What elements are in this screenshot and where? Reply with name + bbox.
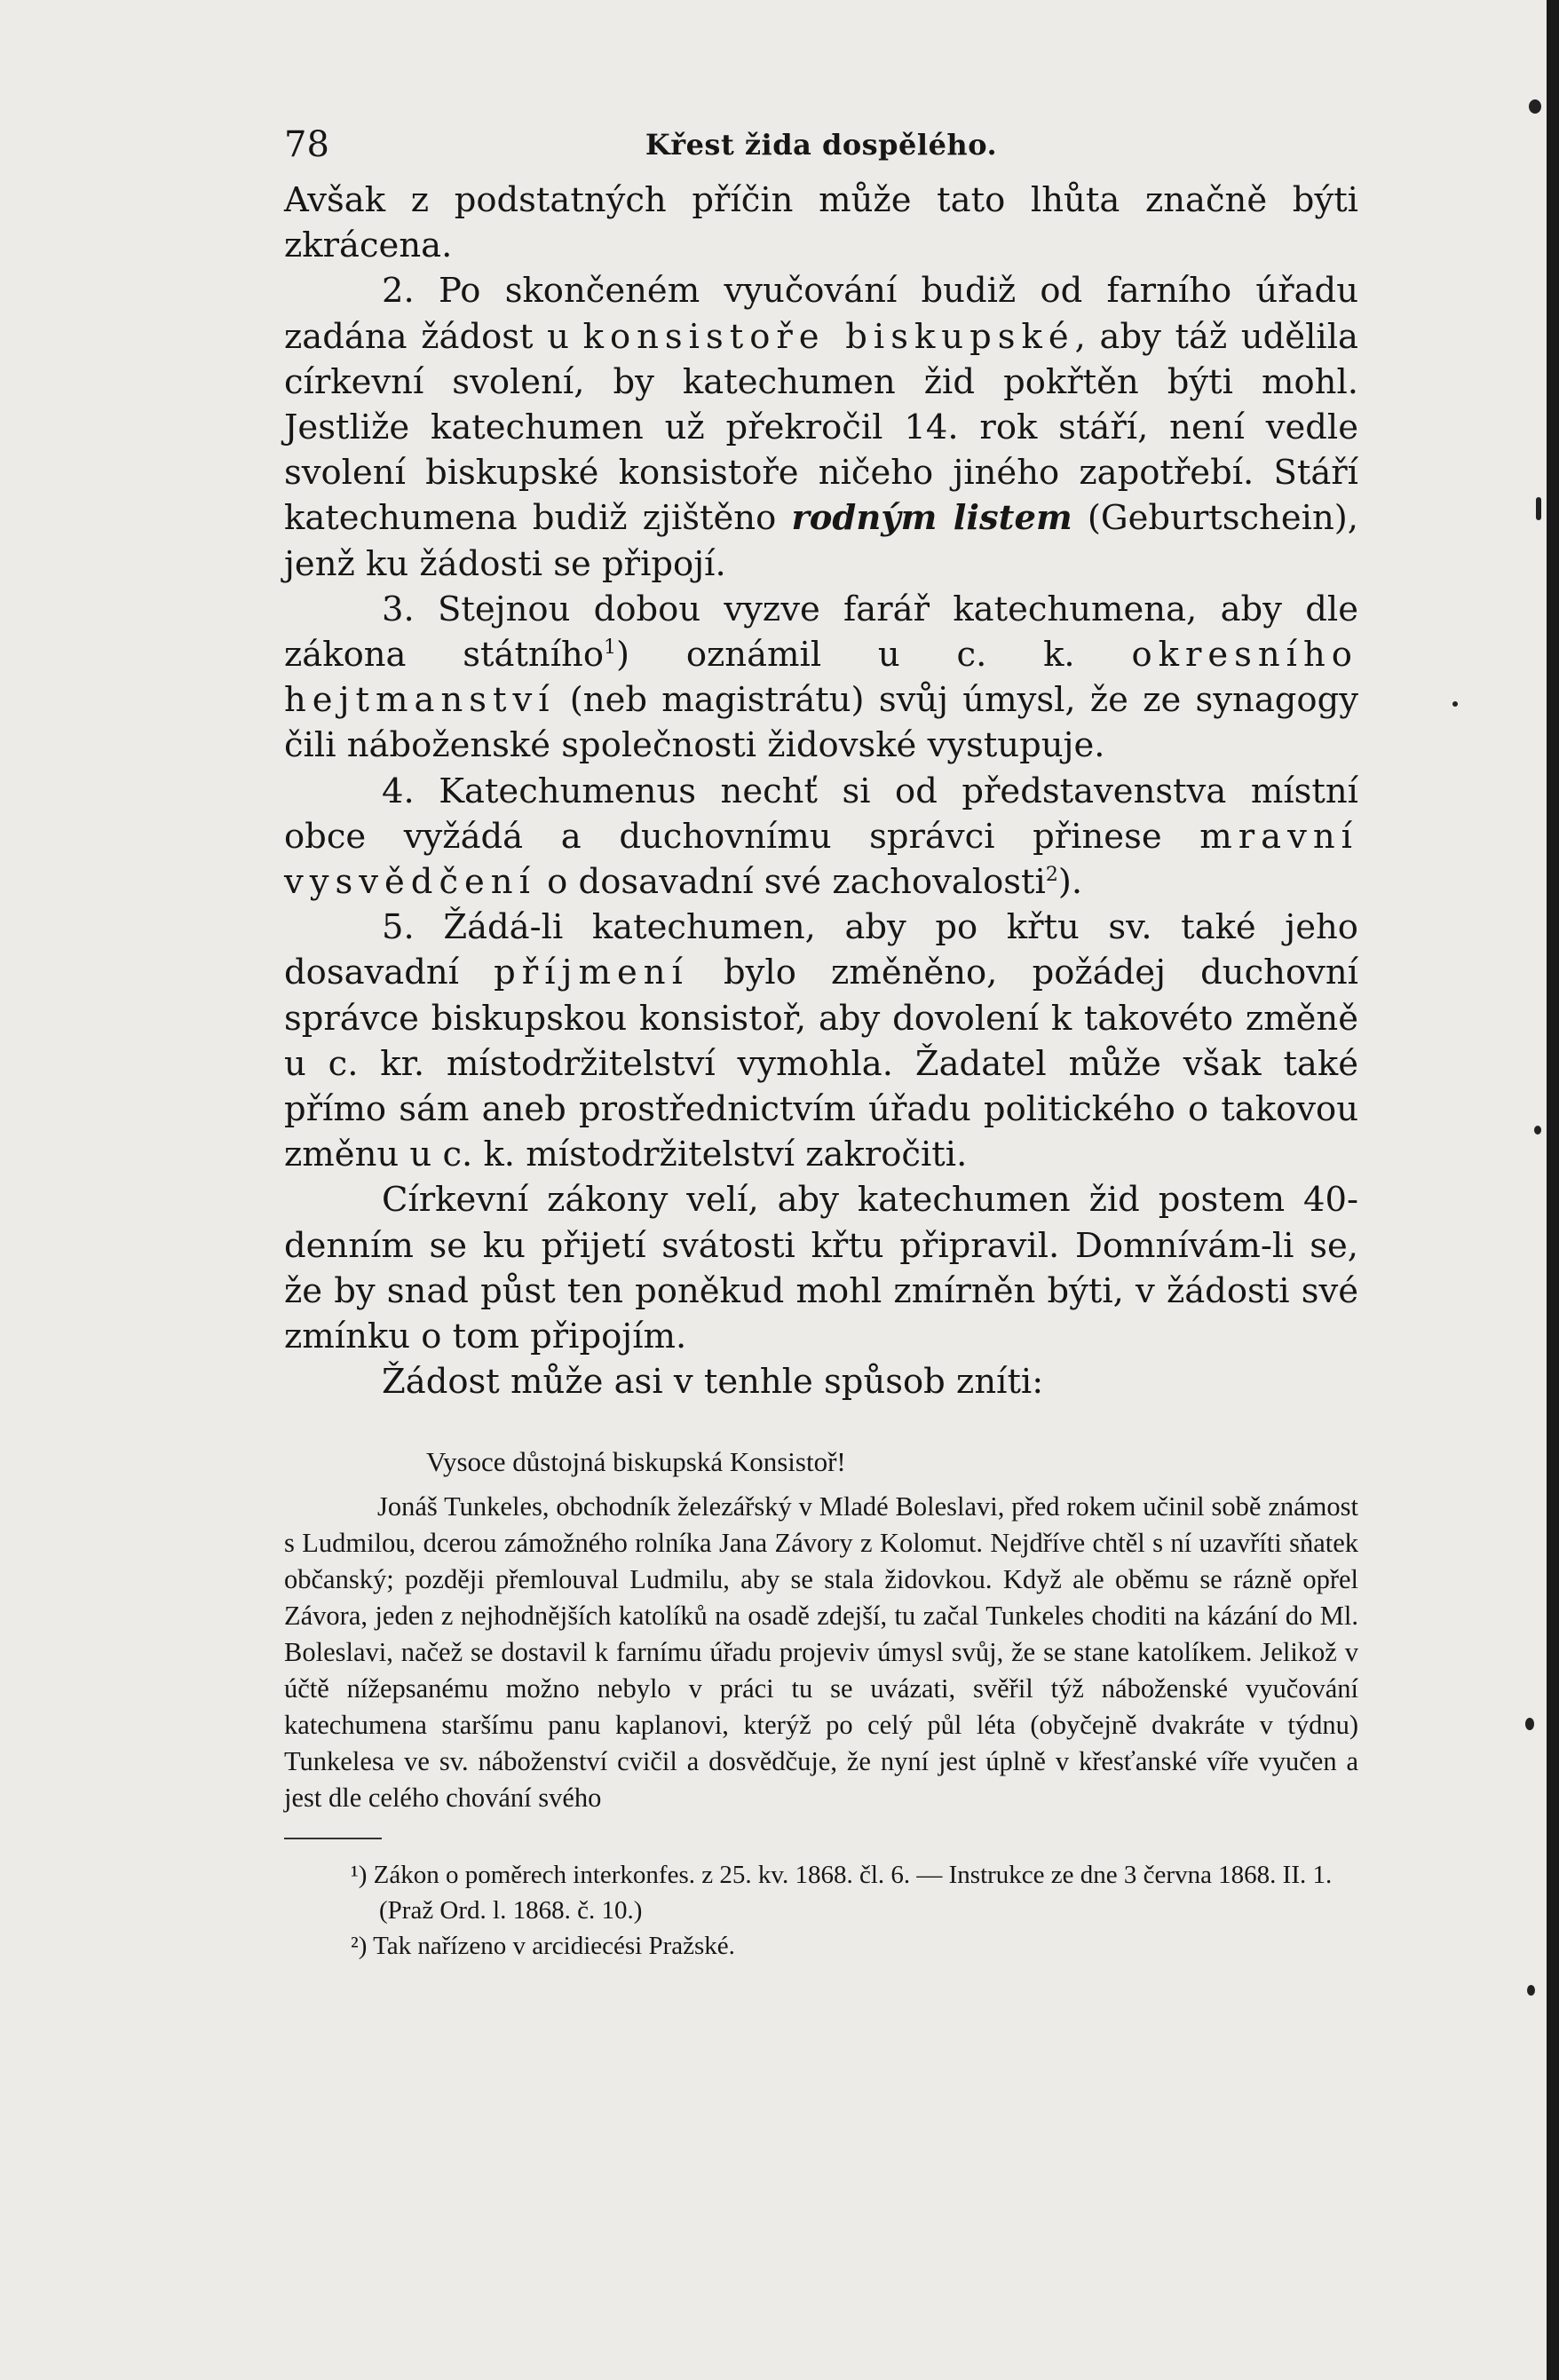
page-edge-shadow [1547,0,1559,2380]
ink-speck [1527,1985,1535,1996]
ink-speck [1525,1718,1534,1730]
italic-emphasis: rodným listem [791,498,1072,539]
body-text [284,178,1358,1404]
letter-text: Jonáš Tunkeles, obchodník železářský v Mladé Boleslavi, před rokem učinil sobě známost s Ludmilou, dcerou zámožného rolníka Jana Závory z Kolomut. Nejdříve chtěl s ní uzavříti sňatek občanský; později přemlouval Ludmilu, aby se stala židovkou. Když ale oběmu se rázně opřel Závora, jeden z nejhodnějších katolíků na osadě zdejší, tu začal Tunkeles choditi na kázání do Ml. Boleslavi, načež se dostavil k farnímu úřadu projeviv úmysl svůj, že se stane katolíkem. Jelikož v účtě nížepsanému možno nebylo v práci tu se uvázati, svěřil týž náboženské vyučování katechumena staršímu panu kaplanovi, kterýž po celý půl léta (obyčejně dvakráte v týdnu) Tunkelesa ve sv. náboženství cvičil a dosvědčuje, že nyní jest úplně v křesťanské víře vyučen a jest dle celého chování svého [284,1491,1358,1814]
footnote-2: ²) Tak nařízeno v arcidiecési Pražské. [351,1932,735,1961]
running-title: Křest žida dospělého. [645,128,998,162]
page-number: 78 [284,124,329,165]
paragraph-6: Žádost může asi v tenhle spůsob zníti: [382,1362,1044,1403]
spaced-emphasis: mravní vysvědčení [284,816,1358,903]
footnote-divider [284,1838,382,1839]
ink-speck [1452,701,1458,707]
page-content [284,124,1358,1964]
footnote-ref-2: 2 [1045,864,1058,887]
footnote-1: ¹) Zákon o poměrech interkonfes. z 25. kv. 1868. čl. 6. — Instrukce ze dne 3 června 1868. II. 1. (Praž Ord. l. 1868. č. 10.) [351,1861,1333,1925]
paragraph-3: 4. Katechumenus nechť si od představenstva místní obce vyžádá a duchovnímu správci přinese mravní vysvědčení o dosavadní své zachovalosti$^2$). [284,771,1358,903]
spaced-emphasis: konsistoře biskupské [582,316,1075,357]
spaced-emphasis: příjmení [494,953,689,993]
letter-salutation: Vysoce důstojná biskupská Konsistoř! [426,1446,846,1478]
ink-speck [1536,497,1541,520]
paragraph-1: 2. Po skončeném vyučování budiž od farního úřadu zadána žádost u konsistoře biskupské, aby táž udělila církevní svolení, by katechumen žid pokřtěn býti mohl. Jestliže katechumen už překročil 14. rok stáří, není vedle svolení biskupské konsistoře ničeho jiného zapotřebí. Stáří katechumena budiž zjištěno rodným listem (Geburtschein), jenž ku žádosti se připojí. [284,271,1359,584]
footnotes [284,1857,1358,1964]
page-header [284,124,1358,178]
paragraph-4: 5. Žádá-li katechumen, aby po křtu sv. také jeho dosavadní příjmení bylo změněno, požádej duchovní správce biskupskou konsistoř, aby dovolení k takovéto změně u c. kr. místodržitelství vymohla. Žadatel může však také přímo sám aneb prostřednictvím úřadu politického o takovou změnu u c. k. místodržitelství zakročiti. [284,907,1358,1175]
ink-speck [1529,99,1541,114]
spaced-emphasis: okresního hejtmanství [284,635,1358,721]
paragraph-2: 3. Stejnou dobou vyzve farář katechumena, aby dle zákona státního$^1$) oznámil u c. k. okresního hejtmanství (neb magistrátu) svůj úmysl, že ze synagogy čili náboženské společnosti židovské vystupuje. [284,589,1358,766]
paragraph-0: Avšak z podstatných příčin může tato lhůta značně býti zkrácena. [284,180,1358,266]
footnote-ref-1: 1 [604,637,617,660]
paragraph-5: Církevní zákony velí, aby katechumen žid postem 40-denním se ku přijetí svátosti křtu připravil. Domnívám-li se, že by snad půst ten poněkud mohl zmírněn býti, v žádosti své zmínku o tom připojím. [284,1180,1358,1357]
ink-speck [1534,1126,1541,1135]
petition-letter [284,1443,1358,1816]
